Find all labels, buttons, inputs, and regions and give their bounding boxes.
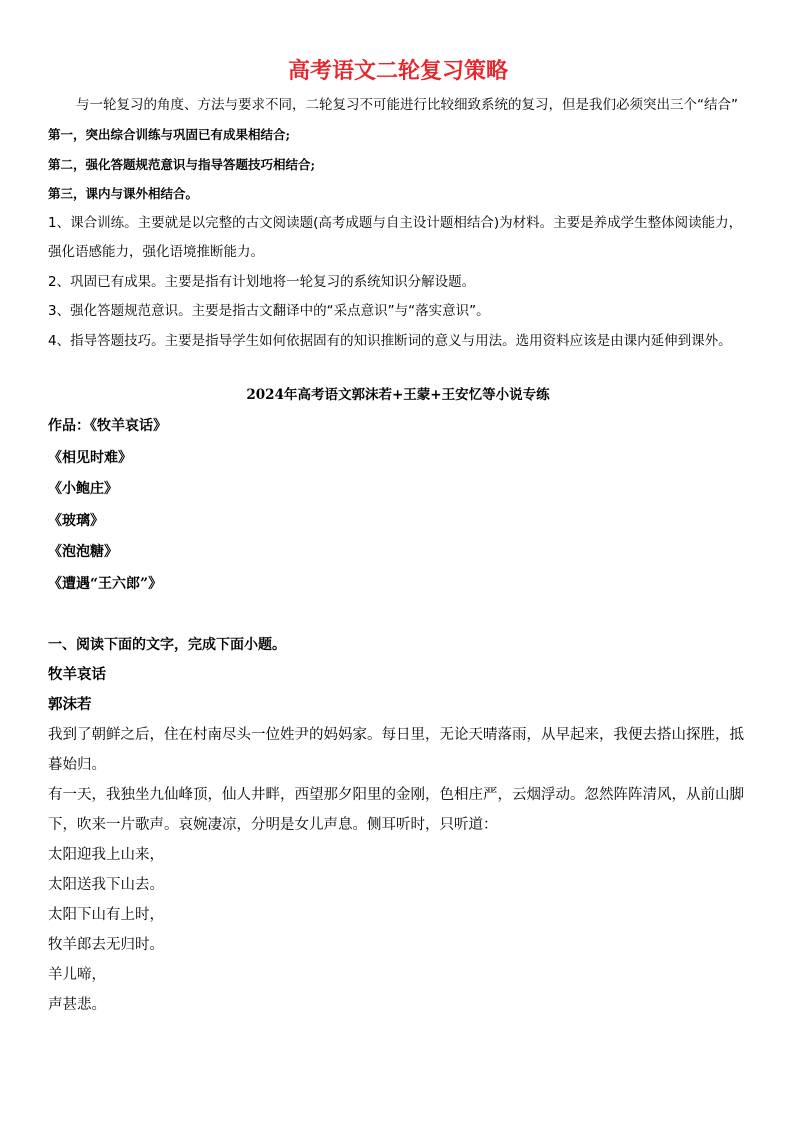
work-title: 《牧羊哀话》 [90,418,167,434]
story-author: 郭沫若 [48,697,92,713]
question-heading: 一、阅读下面的文字，完成下面小题。 [48,637,286,653]
story-paragraph: 有一天，我独坐九仙峰顶，仙人井畔，西望那夕阳里的金刚，色相庄严，云烟浮动。忽然阵阵清风，从前山脚下，吹来一片歌声。哀婉凄凉，分明是女儿声息。侧耳听时，只听道： [48,787,744,833]
work-title: 《遭遇“王六郎”》 [48,575,163,592]
works-label: 作品： [48,418,90,434]
work-title: 《相见时难》 [48,449,132,466]
poem-line: 太阳下山有上时， [48,907,164,923]
point-2: 第二，强化答题规范意识与指导答题技巧相结合; [48,156,316,172]
strategy-item-1: 1、课合训练。主要就是以完整的古文阅读题(高考成题与自主设计题相结合)为材料。主要是养成学生整体阅读能力，强化语感能力，强化语境推断能力。 [48,214,743,260]
intro-paragraph: 与一轮复习的角度、方法与要求不同，二轮复习不可能进行比较细致系统的复习，但是我们必须突出三个“结合” [76,97,738,113]
section-subtitle: 2024年高考语文郭沫若+王蒙+王安忆等小说专练 [246,387,550,403]
work-title: 《玻璃》 [48,512,104,529]
works-line [48,411,748,443]
page-title: 高考语文二轮复习策略 [287,59,508,84]
poem-line: 声甚悲。 [48,997,106,1013]
poem-line: 牧羊郎去无归时。 [48,937,164,953]
poem-line: 太阳送我下山去。 [48,877,164,893]
strategy-item-3: 3、强化答题规范意识。主要是指古文翻译中的“采点意识”与“落实意识”。 [48,303,490,319]
strategy-item-4: 4、指导答题技巧。主要是指导学生如何依据固有的知识推断词的意义与用法。选用资料应该是由课内延伸到课外。 [48,332,732,349]
work-title: 《小鲍庄》 [48,481,118,497]
work-title: 《泡泡糖》 [48,544,118,560]
story-title: 牧羊哀话 [48,667,106,683]
strategy-item-2: 2、巩固已有成果。主要是指有计划地将一轮复习的系统知识分解设题。 [48,273,476,290]
point-1: 第一，突出综合训练与巩固已有成果相结合; [48,127,291,142]
poem-line: 羊儿啼， [48,967,106,983]
poem-line: 太阳迎我上山来， [48,847,164,863]
story-paragraph: 我到了朝鲜之后，住在村南尽头一位姓尹的妈妈家。每日里，无论天晴落雨，从早起来，我便去搭山探胜，抵暮始归。 [48,727,744,773]
point-3: 第三，课内与课外相结合。 [48,186,199,201]
